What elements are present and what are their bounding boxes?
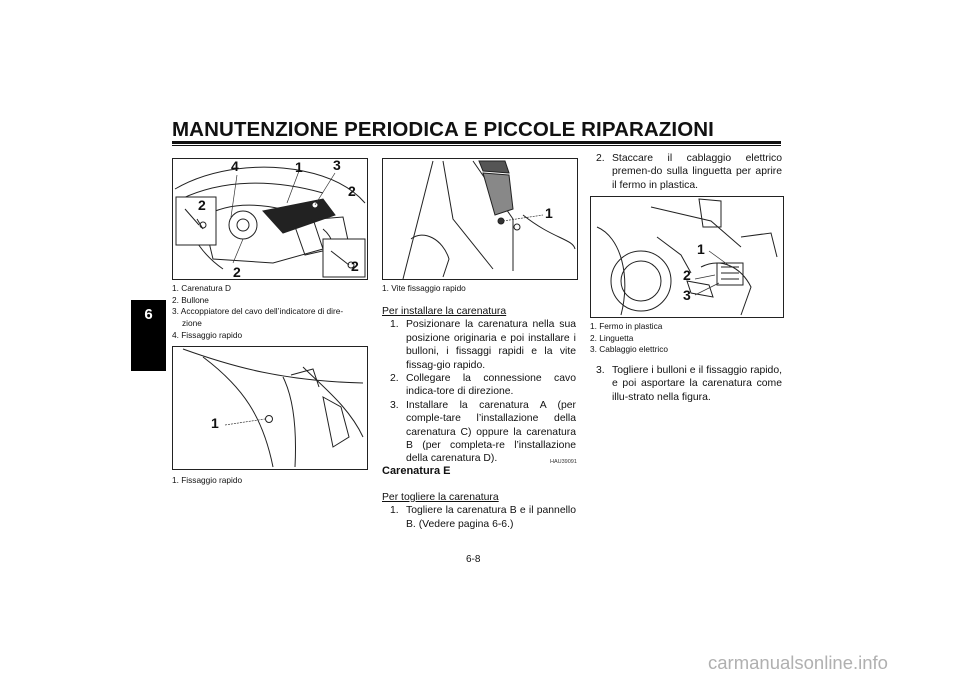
callout-1: 1 xyxy=(295,159,303,175)
figure-wiring-harness xyxy=(590,196,784,318)
remove-step-1: 1. Togliere la carenatura B e il pannello B. (Vedere pagina 6-6.) xyxy=(390,505,576,530)
figure-fastener-drawing xyxy=(173,347,367,469)
callout-2: 2 xyxy=(198,197,206,213)
callout-1: 1 xyxy=(697,241,705,257)
figure-fairing-d-drawing xyxy=(173,159,367,279)
remove-instructions xyxy=(382,491,576,531)
watermark[interactable]: carmanualsonline.info xyxy=(708,652,888,673)
figure4-caption: 1. Fermo in plastica 2. Linguetta 3. Cablaggio elettrico xyxy=(590,321,668,355)
reference-code: HAU39091 xyxy=(550,459,577,465)
callout-3: 3 xyxy=(683,287,691,303)
figure-quick-fastener-screw xyxy=(382,158,578,280)
figure-fairing-d xyxy=(172,158,368,280)
section-title: Carenatura E xyxy=(382,465,451,477)
remove-heading: Per togliere la carenatura xyxy=(382,492,499,503)
install-step-1: 1. Posizionare la carenatura nella sua posizione originaria e poi installare i bulloni, i fissaggi rapidi e la vite fissag-gio rapido. xyxy=(390,319,576,371)
callout-2: 2 xyxy=(233,264,241,280)
callout-1: 1 xyxy=(211,415,219,431)
install-instructions xyxy=(382,305,576,466)
right-step-3: 3. Togliere i bulloni e il fissaggio rapido, e poi asportare la carenatura come illu-strato nella figura. xyxy=(596,365,782,403)
page-number: 6-8 xyxy=(466,554,481,565)
callout-4: 4 xyxy=(231,158,239,174)
callout-2: 2 xyxy=(348,183,356,199)
figure3-caption: 1. Vite fissaggio rapido xyxy=(382,283,466,293)
install-heading: Per installare la carenatura xyxy=(382,306,507,317)
callout-3: 3 xyxy=(333,158,341,173)
figure1-caption: 1. Carenatura D 2. Bullone 3. Accoppiatore del cavo dell’indicatore di dire- zione 4. Fissaggio rapido xyxy=(172,283,344,340)
title-rule-thin xyxy=(172,145,781,146)
figure-fastener xyxy=(172,346,368,470)
chapter-tab: 6 xyxy=(131,300,166,371)
right-step-2: 2. Staccare il cablaggio elettrico premen-do sulla linguetta per aprire il fermo in plastica. xyxy=(596,153,782,191)
install-step-2: 2. Collegare la connessione cavo indica-tore di direzione. xyxy=(390,373,576,398)
figure2-caption: 1. Fissaggio rapido xyxy=(172,475,243,485)
install-step-3: 3. Installare la carenatura A (per comple-tare l’installazione della carenatura C) oppure la carenatura B (per completa-re l’installazione della carenatura D). xyxy=(390,399,576,465)
title-rule xyxy=(172,141,781,144)
callout-2: 2 xyxy=(351,258,359,274)
callout-1: 1 xyxy=(545,205,553,221)
callout-2: 2 xyxy=(683,267,691,283)
page-title: MANUTENZIONE PERIODICA E PICCOLE RIPARAZIONI xyxy=(172,118,714,141)
